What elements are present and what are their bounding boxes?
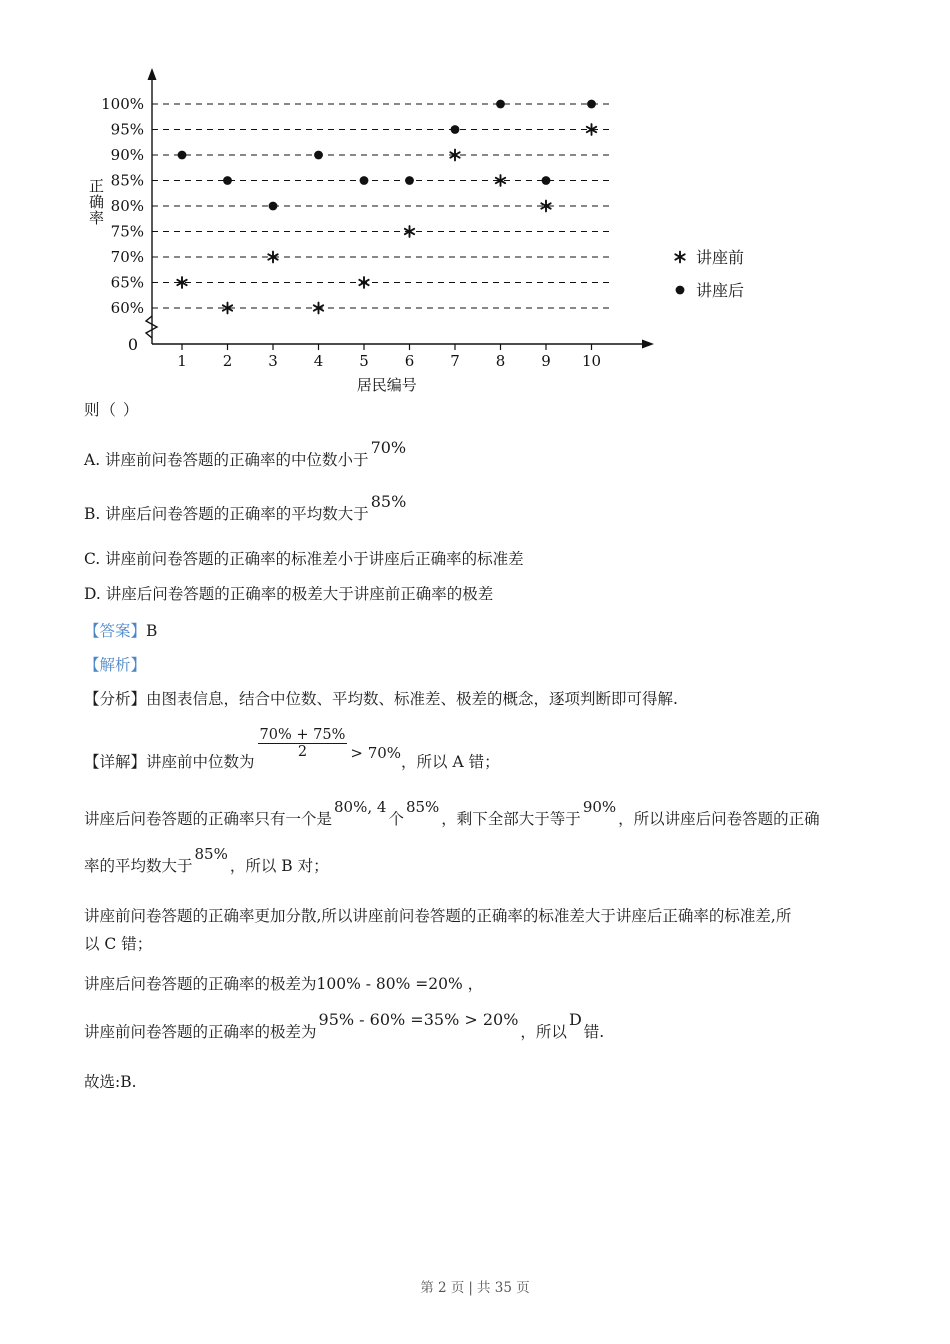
- analysis-line: [84, 687, 874, 711]
- analysis-tag: 【分析】: [84, 689, 147, 708]
- analysis-text: 由图表信息，结合中位数、平均数、标准差、极差的概念，逐项判断即可得解.: [146, 689, 678, 708]
- detail-tail: ，所以 A 错；: [401, 752, 500, 771]
- fraction-denominator: 2: [258, 743, 348, 760]
- data-point-after: [223, 176, 232, 185]
- legend-label-before: 讲座前: [696, 248, 745, 267]
- x-tick-label: 4: [313, 352, 324, 370]
- data-point-after: [269, 202, 278, 211]
- paragraph-d-line1: 讲座后问卷答题的正确率的极差为100% - 80% =20% ，: [84, 974, 484, 993]
- paragraph-b-line2: [84, 844, 874, 878]
- data-point-after: [587, 100, 596, 109]
- answer-line: [84, 619, 874, 643]
- y-tick-label: 80%: [110, 197, 144, 215]
- explanation-line: [84, 653, 874, 677]
- x-axis-arrow: [642, 340, 654, 349]
- option-b-text: B. 讲座后问卷答题的正确率的平均数大于: [84, 505, 369, 524]
- para-b-formula-1: 80%, 4: [334, 797, 387, 816]
- question-content: [84, 398, 874, 1100]
- x-axis-title: 居民编号: [356, 376, 417, 394]
- para-b-part1: 讲座后问卷答题的正确率只有一个是: [84, 809, 333, 828]
- x-tick-label: 2: [222, 352, 233, 370]
- option-d: [84, 583, 874, 606]
- paragraph-d-line2: [84, 1009, 874, 1044]
- data-point-after: [360, 176, 369, 185]
- data-point-after: [178, 151, 187, 160]
- y-tick-label: 65%: [110, 273, 144, 292]
- x-tick-label: 5: [359, 352, 369, 370]
- para-b-part4: ，所以讲座后问卷答题的正确: [618, 809, 820, 828]
- data-point-before: [359, 277, 368, 288]
- y-tick-label: 85%: [110, 171, 144, 190]
- para-b-line2-formula: 85%: [194, 844, 228, 863]
- y-tick-label: 70%: [110, 248, 144, 266]
- option-d-text: D. 讲座后问卷答题的正确率的极差大于讲座前正确率的极差: [84, 585, 494, 604]
- option-a: [84, 440, 874, 490]
- x-tick-label: 7: [450, 352, 460, 370]
- x-tick-label: 3: [268, 352, 278, 370]
- question-stem-then: 则（ ）: [84, 401, 140, 419]
- detail-tag: 【详解】: [84, 752, 147, 771]
- answer-tag: 【答案】: [84, 621, 147, 640]
- fraction-relation: > 70%: [350, 743, 402, 762]
- footer-total-label: 共 35 页: [476, 1280, 530, 1296]
- para-d-letter: D: [568, 1009, 582, 1029]
- option-a-text: A. 讲座前问卷答题的正确率的中位数小于: [84, 451, 369, 470]
- legend-label-after: 讲座后: [696, 281, 745, 300]
- y-tick-label: 75%: [110, 222, 144, 241]
- detail-lead: 讲座前中位数为: [146, 752, 255, 771]
- y-axis-title: 正确率: [87, 178, 105, 226]
- y-tick-label: 100%: [101, 95, 144, 113]
- y-tick-label: 60%: [110, 299, 144, 317]
- option-c-text: C. 讲座前问卷答题的正确率的标准差小于讲座后正确率的标准差: [84, 550, 524, 569]
- para-b-part3: ，剩下全部大于等于: [441, 809, 581, 828]
- paragraph-c-line2: 以 C 错；: [84, 934, 153, 953]
- x-tick-label: 6: [404, 352, 415, 370]
- para-b-formula-2: 85%: [405, 797, 440, 816]
- x-tick-label: 1: [177, 352, 187, 370]
- detail-line: [84, 727, 874, 774]
- explanation-tag: 【解析】: [84, 655, 147, 674]
- option-a-formula: 70%: [370, 438, 407, 458]
- paragraph-b-line1: [84, 797, 874, 831]
- x-tick-label: 9: [541, 352, 551, 370]
- para-b-line2-post: ，所以 B 对；: [229, 856, 329, 875]
- legend-marker-before: [675, 252, 684, 263]
- answer-value: B: [146, 621, 158, 640]
- data-point-after: [542, 176, 551, 185]
- page-footer: [0, 1276, 950, 1296]
- paragraph-c-line1: 讲座前问卷答题的正确率更加分散,所以讲座前问卷答题的正确率的标准差大于讲座后正确率的标准差,所: [84, 906, 792, 925]
- fraction-numerator: 70% + 75%: [259, 726, 346, 743]
- option-b: [84, 494, 874, 544]
- y-axis-arrow: [148, 68, 157, 80]
- footer-page-label: 第 2 页: [420, 1280, 465, 1296]
- chart-canvas: [84, 56, 784, 396]
- para-b-part2: 个: [388, 809, 404, 828]
- fraction: [255, 727, 351, 760]
- para-d-mid: ，所以: [520, 1022, 567, 1041]
- conclusion-line: 故选:B.: [84, 1072, 137, 1091]
- data-point-after: [405, 176, 414, 185]
- para-b-line2-pre: 率的平均数大于: [84, 856, 193, 875]
- y-tick-label: 90%: [110, 146, 144, 164]
- x-tick-label: 10: [581, 352, 602, 370]
- option-c: [84, 548, 874, 571]
- legend-marker-after: [676, 286, 685, 295]
- para-b-formula-3: 90%: [582, 797, 617, 816]
- median-fraction: [255, 727, 402, 769]
- data-point-after: [451, 125, 460, 134]
- option-b-formula: 85%: [370, 492, 407, 512]
- para-d-formula: 95% - 60% =35% > 20%: [318, 1009, 519, 1029]
- scatter-chart: [84, 56, 784, 396]
- origin-label: 0: [127, 335, 138, 354]
- y-tick-label: 95%: [110, 120, 144, 139]
- data-point-after: [314, 151, 323, 160]
- footer-separator: |: [468, 1280, 473, 1296]
- para-d-post: 错.: [583, 1022, 605, 1041]
- para-d-pre: 讲座前问卷答题的正确率的极差为: [84, 1022, 317, 1041]
- data-point-after: [496, 100, 505, 109]
- x-tick-label: 8: [495, 352, 506, 370]
